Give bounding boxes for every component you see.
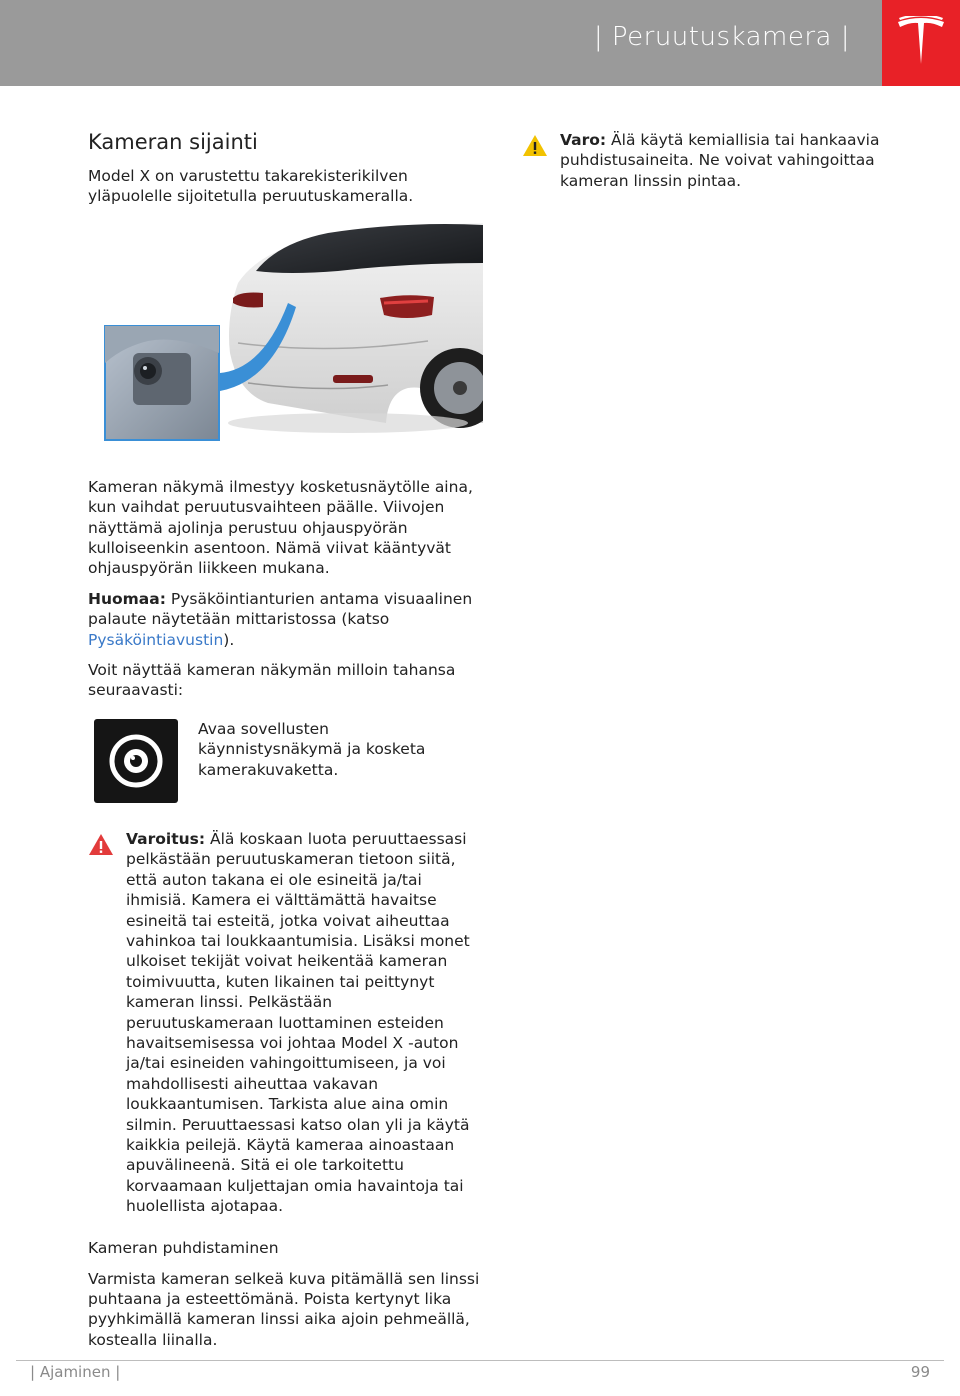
warning-text: Älä koskaan luota peruuttaessasi pelkästään peruutuskameran tietoon siitä, että auton takana ei ole esineitä ja/tai ihmisiä. Kamera ei välttämättä havaitse esineitä tai esteitä, jotka voivat aiheuttaa vahinkoa tai loukkaantumisia. Lisäksi monet ulkoiset tekijät voivat heikentää kameran toimivuutta, kuten likainen tai peittynyt kameran linssi. Pelkästään peruutuskameraan luottaminen esteiden havaitsemisessa voi johtaa Model X -auton ja/tai esineiden vahingoittumiseen, ja voi mahdollisesti aiheuttaa vakavan loukkaantumisen. Tarkista alue aina omin silmin. Peruuttaessasi katso olan yli ja käytä kaikkia peilejä. Käytä kameraa ainoastaan apuvälineenä. Sitä ei ole tarkoitettu korvaamaan kuljettajan omia havaintoja tai huolellista ajotapaa. [126,829,470,1216]
note-end: ). [223,630,235,649]
note-text: Pysäköintianturien antama visuaalinen palaute näytetään mittaristossa (katso [88,589,473,629]
right-column [522,130,912,213]
cleaning-paragraph: Varmista kameran selkeä kuva pitämällä sen linssi puhtaana ja esteettömänä. Poista kertynyt lika pyyhkimällä kameran linssi aika ajoin pehmeällä, kostealla liinalla. [88,1269,480,1349]
show-camera-paragraph: Voit näyttää kameran näkymän milloin tahansa seuraavasti: [88,661,456,700]
tesla-logo-icon [896,16,946,68]
note-paragraph [88,589,483,650]
footer-section-name: | Ajaminen | [30,1363,121,1381]
caution-label: Varo: [560,131,607,149]
warning-block [88,829,483,1217]
caution-text: Älä käytä kemiallisia tai hankaavia puhdistusaineita. Ne voivat vahingoittaa kameran linssin pintaa. [560,131,880,190]
warning-label: Varoitus: [126,829,206,848]
note-label: Huomaa: [88,589,166,608]
rear-camera-location-illustration [88,223,483,463]
camera-step-row [88,719,483,803]
caution-icon [522,134,548,157]
intro-paragraph: Model X on varustettu takarekisterikilven yläpuolelle sijoitetulla peruutuskameralla. [88,167,414,206]
footer-divider [16,1360,944,1361]
section-heading-camera-location: Kameran sijainti [88,130,258,154]
caution-block [522,130,912,191]
caution-text-block [560,130,912,191]
page-section-title: | Peruutuskamera | [593,22,850,52]
camera-step-text: Avaa sovellusten käynnistysnäkymä ja kosketa kamerakuvaketta. [198,719,426,779]
camera-app-icon [94,719,178,803]
camera-view-paragraph: Kameran näkymä ilmestyy kosketusnäytölle aina, kun vaihdat peruutusvaihteen päälle. Viivojen näyttämä ajolinja perustuu ohjauspyörän kulloiseenkin asentoon. Nämä viivat kääntyvät ohjauspyörän liikkeen mukana. [88,477,473,578]
warning-text-block [126,829,483,1217]
page-number: 99 [910,1363,930,1381]
brand-logo-box [882,0,960,86]
section-heading-cleaning: Kameran puhdistaminen [88,1238,279,1257]
parking-assist-link[interactable]: Pysäköintiavustin [88,630,224,649]
warning-icon [88,833,114,856]
left-column [88,130,483,1360]
car-rear-image [88,223,483,463]
